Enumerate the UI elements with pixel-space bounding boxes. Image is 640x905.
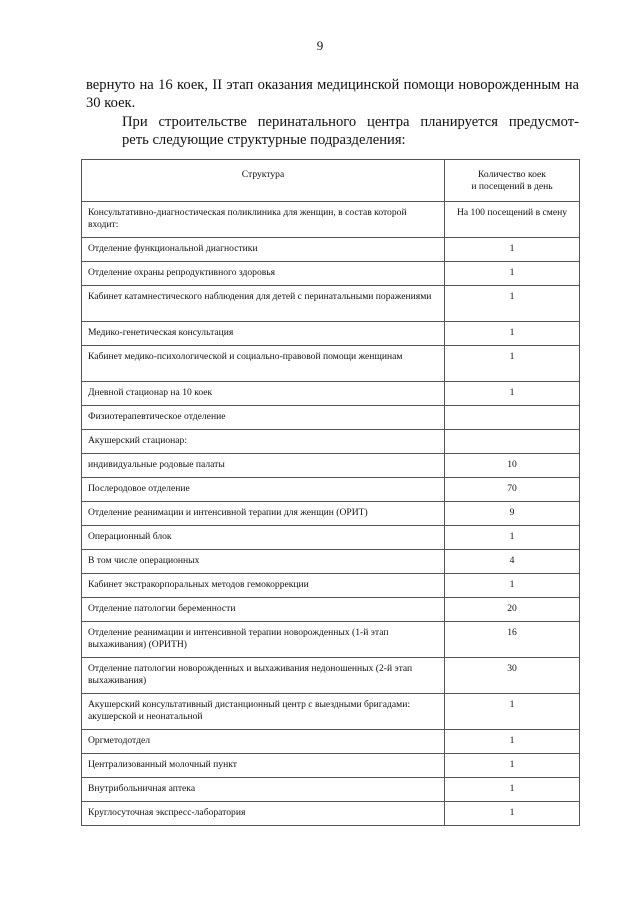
table-row — [82, 346, 580, 382]
header-count-line-1: Количество коек — [478, 169, 546, 180]
table-row — [82, 406, 580, 430]
table-row — [82, 598, 580, 622]
row-name: Отделение функциональной диагностики — [82, 238, 445, 262]
header-structure: Структура — [82, 160, 445, 202]
structure-paragraph-line-1: При строительстве перинатального центра планируется предусмот- — [122, 114, 579, 130]
row-name: индивидуальные родовые палаты — [82, 454, 445, 478]
row-value: 1 — [445, 382, 580, 406]
row-value: 20 — [445, 598, 580, 622]
table-row — [82, 502, 580, 526]
table-row — [82, 478, 580, 502]
row-name: Операционный блок — [82, 526, 445, 550]
table-row — [82, 526, 580, 550]
row-value: 1 — [445, 286, 580, 322]
table-row — [82, 802, 580, 826]
row-name: Отделение реанимации и интенсивной терапии для женщин (ОРИТ) — [82, 502, 445, 526]
row-name: Кабинет медико-психологической и социально-правовой помощи женщинам — [82, 346, 445, 382]
row-value: 70 — [445, 478, 580, 502]
row-value: 4 — [445, 550, 580, 574]
row-value — [445, 406, 580, 430]
row-name: Акушерский консультативный дистанционный центр с выездными бригадами: акушерской и неонатальной — [82, 694, 445, 730]
header-count-line-2: и посещений в день — [471, 181, 553, 192]
row-name: Отделение патологии беременности — [82, 598, 445, 622]
table-row — [82, 550, 580, 574]
table-row — [82, 262, 580, 286]
row-value: 10 — [445, 454, 580, 478]
table-row — [82, 430, 580, 454]
row-value: 16 — [445, 622, 580, 658]
row-value: 1 — [445, 262, 580, 286]
header-count — [445, 160, 580, 202]
row-name: Дневной стационар на 10 коек — [82, 382, 445, 406]
structure-paragraph — [86, 113, 579, 149]
row-name: Оргметодотдел — [82, 730, 445, 754]
row-value: 1 — [445, 730, 580, 754]
row-value: 1 — [445, 778, 580, 802]
table-row — [82, 622, 580, 658]
page-number: 9 — [316, 38, 324, 53]
row-value: 1 — [445, 754, 580, 778]
table-row — [82, 658, 580, 694]
structure-table — [81, 159, 580, 826]
row-name: Акушерский стационар: — [82, 430, 445, 454]
row-name: Круглосуточная экспресс-лаборатория — [82, 802, 445, 826]
row-value: 9 — [445, 502, 580, 526]
row-value: На 100 посещений в смену — [445, 202, 580, 238]
row-value: 1 — [445, 238, 580, 262]
table-row — [82, 694, 580, 730]
row-value: 1 — [445, 322, 580, 346]
row-value: 30 — [445, 658, 580, 694]
table-row — [82, 778, 580, 802]
row-value: 1 — [445, 694, 580, 730]
row-name: Кабинет катамнестического наблюдения для детей с перинатальными поражениями — [82, 286, 445, 322]
row-value: 1 — [445, 526, 580, 550]
table-header-row — [82, 160, 580, 202]
table-row — [82, 322, 580, 346]
table-row — [82, 382, 580, 406]
table-row — [82, 238, 580, 262]
row-name: Послеродовое отделение — [82, 478, 445, 502]
row-name: Кабинет экстракорпоральных методов гемокоррекции — [82, 574, 445, 598]
row-name: Внутрибольничная аптека — [82, 778, 445, 802]
row-value — [445, 430, 580, 454]
row-name: В том числе операционных — [82, 550, 445, 574]
row-name: Отделение патологии новорожденных и выхаживания недоношенных (2-й этап выхаживания) — [82, 658, 445, 694]
row-value: 1 — [445, 574, 580, 598]
table-row — [82, 286, 580, 322]
table-row — [82, 454, 580, 478]
row-name: Консультативно-диагностическая поликлиника для женщин, в состав которой входит: — [82, 202, 445, 238]
row-name: Медико-генетическая консультация — [82, 322, 445, 346]
row-value: 1 — [445, 802, 580, 826]
table-row — [82, 574, 580, 598]
row-name: Отделение реанимации и интенсивной терапии новорожденных (1-й этап выхаживания) (ОРИТН) — [82, 622, 445, 658]
table-row — [82, 730, 580, 754]
structure-paragraph-line-2: реть следующие структурные подразделения: — [122, 132, 406, 148]
row-name: Централизованный молочный пункт — [82, 754, 445, 778]
intro-paragraph: вернуто на 16 коек, II этап оказания медицинской помощи новорожденным на 30 коек. — [86, 77, 579, 111]
table-row — [82, 754, 580, 778]
row-name: Физиотерапевтическое отделение — [82, 406, 445, 430]
table-row — [82, 202, 580, 238]
row-value: 1 — [445, 346, 580, 382]
row-name: Отделение охраны репродуктивного здоровья — [82, 262, 445, 286]
